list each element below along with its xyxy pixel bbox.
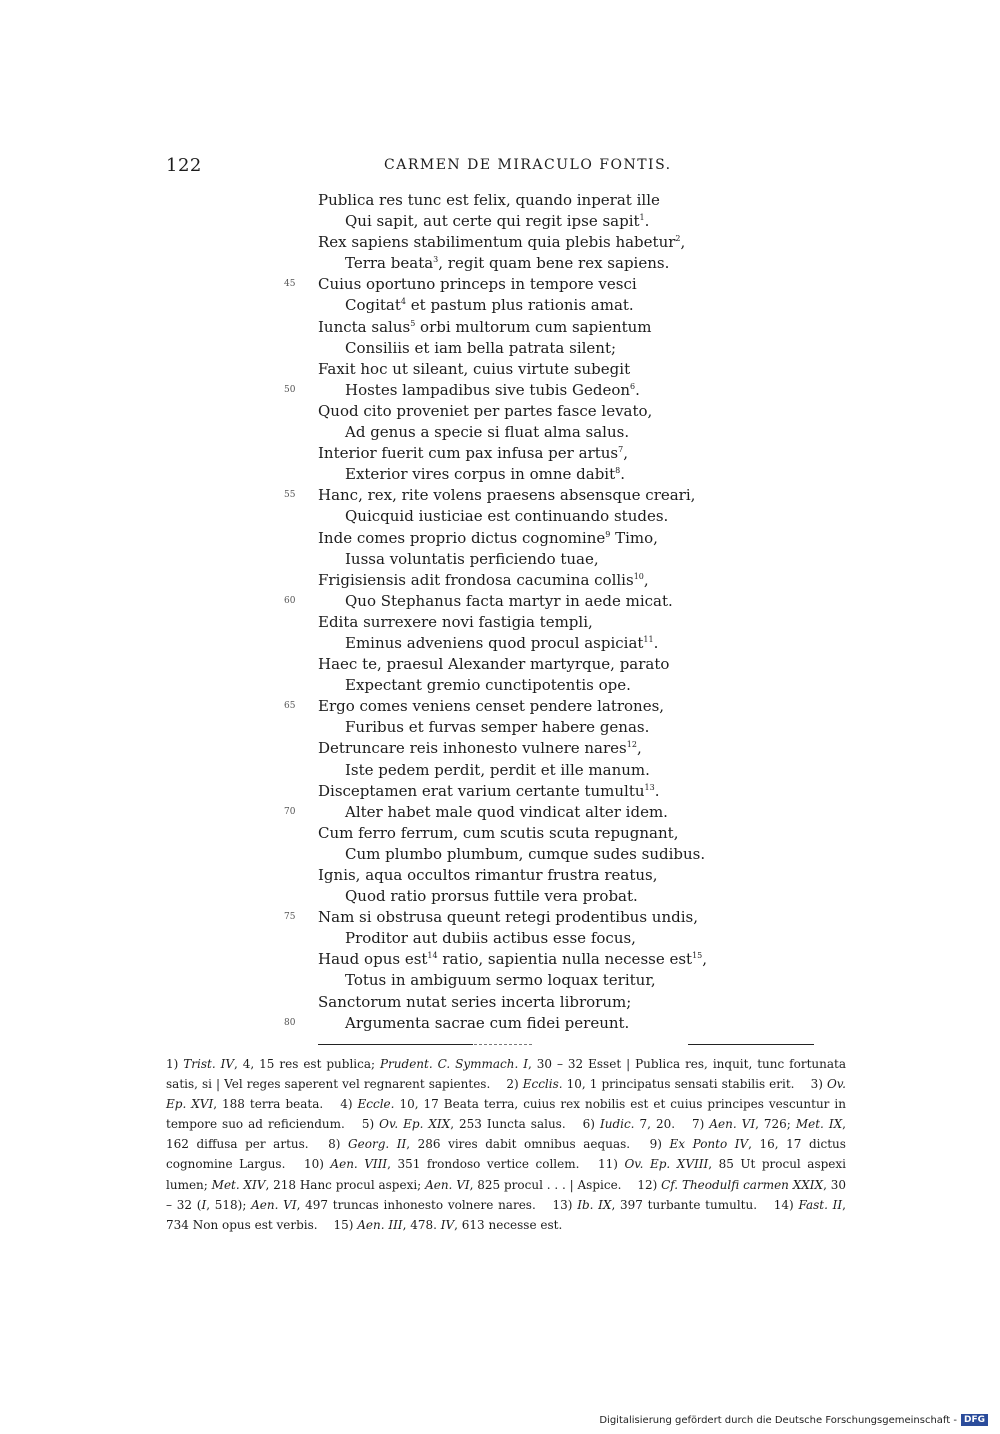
verse-body: Hostes lampadibus sive tubis Gedeon xyxy=(345,380,631,399)
verse-body: Nam si obstrusa queunt retegi prodentibus undis, xyxy=(318,908,698,927)
verse-line xyxy=(0,970,1000,991)
verse-tail: et pastum plus rationis amat. xyxy=(406,296,634,315)
verse-body: Cuius oportuno princeps in tempore vesci xyxy=(318,275,637,294)
verse-line xyxy=(0,464,1000,485)
footnote xyxy=(506,1077,794,1091)
verse-text xyxy=(345,760,650,781)
verse-body: Terra beata xyxy=(345,254,434,273)
footnote-text: , 16, 17 dictus cognomine Largus. xyxy=(166,1137,846,1172)
verse-body: Consiliis et iam bella patrata silent; xyxy=(345,338,617,357)
verse-line xyxy=(0,612,1000,633)
footnote-text: 15) xyxy=(333,1217,358,1232)
footnote-citation: Ov. Ep. XIX xyxy=(379,1117,451,1132)
verse-line xyxy=(0,359,1000,380)
verse-line xyxy=(0,190,1000,211)
verse-tail: ratio, sapientia nulla necesse est xyxy=(437,950,693,969)
footnote-text: 2) xyxy=(506,1077,523,1092)
footnote-text: 12) xyxy=(637,1177,662,1192)
verse-body: Exterior vires corpus in omne dabit xyxy=(345,465,616,484)
verse-tail: . xyxy=(654,781,660,800)
line-number: 65 xyxy=(284,701,296,712)
footnote-citation: Ib. IX xyxy=(577,1197,612,1212)
footnote-ref: 14 xyxy=(427,951,438,961)
footnote-text: 5) xyxy=(361,1117,380,1132)
verse-line xyxy=(0,886,1000,907)
verse-text xyxy=(345,844,705,865)
verse-body: Qui sapit, aut certe qui regit ipse sapit xyxy=(345,212,640,231)
verse-text xyxy=(345,549,599,570)
footnote-text: 10, 1 principatus sensati stabilis erit. xyxy=(562,1077,795,1092)
dfg-logo: DFG xyxy=(961,1414,988,1426)
footnote-text: , 30 – 32 Esset | Publica res, inquit, tunc fortunata satis, si | Vel reges saperent vel regnarent sapientes. xyxy=(166,1057,846,1092)
verse-line xyxy=(0,781,1000,802)
footnote-ref: 11 xyxy=(643,634,654,644)
footnote-text: , 30 – 32 ( xyxy=(166,1177,847,1212)
verse-text xyxy=(318,992,631,1013)
verse-text xyxy=(318,528,658,549)
credit-text: Digitalisierung gefördert durch die Deutsche Forschungsgemeinschaft - xyxy=(599,1414,957,1426)
footnote-text: 9) xyxy=(649,1137,670,1152)
verse-body: Quicquid iusticiae est continuando studes. xyxy=(345,507,669,526)
verse-line xyxy=(0,654,1000,675)
footnote-citation: I xyxy=(201,1197,207,1212)
verse-line xyxy=(0,274,1000,295)
line-number: 60 xyxy=(284,595,296,606)
footnote-citation: IV xyxy=(440,1217,455,1232)
verse-line xyxy=(0,317,1000,338)
verse-body: Disceptamen erat varium certante tumultu xyxy=(318,781,645,800)
footnote-ref: 5 xyxy=(410,318,416,328)
verse-text xyxy=(318,401,652,422)
verse-body: Sanctorum nutat series incerta librorum; xyxy=(318,992,632,1011)
verse-line xyxy=(0,760,1000,781)
verse-body: Iussa voluntatis perficiendo tuae, xyxy=(345,549,599,568)
footnote-citation: Iudic. xyxy=(599,1117,635,1132)
verse-line xyxy=(0,338,1000,359)
footnote-rule-right xyxy=(688,1044,814,1045)
verse-line xyxy=(0,675,1000,696)
footnote-rule xyxy=(318,1044,473,1045)
footnote-text: , 188 terra beata. xyxy=(213,1097,324,1112)
verse-line xyxy=(0,738,1000,759)
footnote-citation: Eccle. xyxy=(357,1097,395,1112)
footnote-text: 7) xyxy=(692,1117,710,1132)
verse-tail: , xyxy=(643,570,649,589)
footnote xyxy=(583,1117,675,1131)
verse-body: Iuncta salus xyxy=(318,317,411,336)
footnote-text: 13) xyxy=(552,1197,578,1212)
verse-text xyxy=(318,696,664,717)
verse-body: Ergo comes veniens censet pendere latrones, xyxy=(318,697,665,716)
footnote-ref: 2 xyxy=(675,234,681,244)
footnote-citation: Aen. VI xyxy=(251,1197,297,1212)
footnote-text: , 162 diffusa per artus. xyxy=(166,1117,846,1152)
footnote-text: , 286 vires dabit omnibus aequas. xyxy=(406,1137,631,1152)
verse-tail: , xyxy=(623,444,628,463)
line-number: 50 xyxy=(284,384,296,395)
verse-text xyxy=(345,506,668,527)
footnote-text: , 478. xyxy=(402,1217,441,1232)
footnote xyxy=(333,1218,562,1232)
verse-text xyxy=(318,612,593,633)
verse-body: Faxit hoc ut sileant, cuius virtute subegit xyxy=(318,359,631,378)
verse-text xyxy=(345,422,629,443)
footnote-citation: Met. IX xyxy=(795,1117,843,1132)
footnote-citation: Ov. Ep. XVIII xyxy=(624,1157,709,1172)
verse-body: Edita surrexere novi fastigia templi, xyxy=(318,612,593,631)
footnote-text: 4) xyxy=(340,1097,358,1112)
verse-text xyxy=(318,738,642,759)
footnote-citation: Trist. IV xyxy=(183,1057,234,1071)
line-number: 70 xyxy=(284,806,296,817)
verse-line xyxy=(0,253,1000,274)
verse-body: Inde comes proprio dictus cognomine xyxy=(318,528,606,547)
footnote-citation: Georg. II xyxy=(348,1137,407,1152)
footnote-ref: 6 xyxy=(630,381,636,391)
footnote-text: , 497 truncas inhonesto volnere nares. xyxy=(296,1197,536,1212)
running-head: CARMEN DE MIRACULO FONTIS. xyxy=(384,157,672,173)
verse-body: Interior fuerit cum pax infusa per artus xyxy=(318,444,619,463)
verse-text xyxy=(318,317,652,338)
footnote xyxy=(304,1157,580,1171)
footnote-text: , 825 procul . . . | Aspice. xyxy=(469,1177,622,1192)
footnote-text: 6) xyxy=(582,1117,600,1132)
footnote-text: , 253 Iuncta salus. xyxy=(450,1117,566,1132)
verse-line xyxy=(0,591,1000,612)
footnote-ref: 10 xyxy=(633,571,644,581)
footnote-text: , 726; xyxy=(755,1117,796,1132)
footnote-text: , 518); xyxy=(206,1197,252,1212)
footnote-text: , 351 frondoso vertice collem. xyxy=(387,1157,580,1172)
verse-line xyxy=(0,570,1000,591)
verse-body: Alter habet male quod vindicat alter idem. xyxy=(345,802,668,821)
verse-line xyxy=(0,211,1000,232)
verse-text xyxy=(318,359,630,380)
poem xyxy=(0,190,1000,1034)
footnote-text: , 613 necesse est. xyxy=(454,1217,563,1232)
footnote-ref: 4 xyxy=(400,297,406,307)
verse-line xyxy=(0,380,1000,401)
footnote-text: 14) xyxy=(773,1197,799,1212)
footnote-citation: Fast. II xyxy=(798,1197,843,1212)
verse-line xyxy=(0,401,1000,422)
digitization-credit xyxy=(599,1414,988,1426)
footnote-text: , 4, 15 res est publica; xyxy=(234,1057,380,1071)
verse-text xyxy=(345,675,631,696)
verse-line xyxy=(0,295,1000,316)
verse-text xyxy=(345,1013,629,1034)
footnote-citation: Prudent. C. Symmach. I xyxy=(379,1057,528,1071)
footnote-text: 7, 20. xyxy=(634,1117,676,1132)
footnote-citation: Ov. Ep. XVI xyxy=(166,1077,846,1112)
verse-body: Cum plumbo plumbum, cumque sudes sudibus. xyxy=(345,844,706,863)
line-number: 55 xyxy=(284,490,296,501)
footnote-text: , 218 Hanc procul aspexi; xyxy=(265,1177,426,1192)
verse-line xyxy=(0,717,1000,738)
footnote-citation: Ecclis. xyxy=(522,1077,563,1092)
verse-text xyxy=(318,232,685,253)
page-number: 122 xyxy=(166,155,202,176)
verse-line xyxy=(0,802,1000,823)
footnote-citation: Ex Ponto IV xyxy=(669,1137,749,1152)
verse-text xyxy=(345,970,656,991)
footnote-text: 10) xyxy=(303,1157,331,1172)
verse-body: Rex sapiens stabilimentum quia plebis habetur xyxy=(318,233,676,252)
verse-line xyxy=(0,485,1000,506)
verse-tail: . xyxy=(620,465,625,484)
verse-tail: . xyxy=(653,633,659,652)
verse-body: Haec te, praesul Alexander martyrque, parato xyxy=(318,655,670,674)
verse-line xyxy=(0,1013,1000,1034)
line-number: 45 xyxy=(284,279,296,290)
verse-line xyxy=(0,696,1000,717)
footnote-ref: 12 xyxy=(626,740,637,750)
verse-text xyxy=(345,464,625,485)
footnote-ref: 13 xyxy=(644,782,655,792)
verse-text xyxy=(345,253,669,274)
verse-body: Haud opus est xyxy=(318,950,428,969)
verse-body: Frigisiensis adit frondosa cacumina collis xyxy=(318,570,634,589)
footnote-citation: Aen. VIII xyxy=(330,1157,388,1172)
verse-line xyxy=(0,844,1000,865)
verse-tail: . xyxy=(635,380,640,399)
verse-body: Hanc, rex, rite volens praesens absensque creari, xyxy=(318,486,696,505)
footnote-rule-dashed xyxy=(474,1044,532,1045)
verse-text xyxy=(318,823,678,844)
footnote-ref: 9 xyxy=(605,529,611,539)
verse-text xyxy=(345,633,658,654)
footnote-text: , 397 turbante tumultu. xyxy=(611,1197,758,1212)
verse-body: Publica res tunc est felix, quando inperat ille xyxy=(318,191,660,209)
verse-line xyxy=(0,549,1000,570)
verse-text xyxy=(345,886,638,907)
footnote xyxy=(362,1117,566,1131)
verse-body: Quod cito proveniet per partes fasce levato, xyxy=(318,401,653,420)
footnote-ref: 3 xyxy=(433,255,439,265)
verse-body: Furibus et furvas semper habere genas. xyxy=(345,718,650,737)
footnote-ref: 8 xyxy=(615,466,621,476)
footnote-text: 1) xyxy=(166,1057,184,1071)
footnote-citation: Aen. VI xyxy=(709,1117,756,1132)
verse-tail: . xyxy=(644,212,650,231)
verse-body: Detruncare reis inhonesto vulnere nares xyxy=(318,739,627,758)
verse-text xyxy=(318,781,660,802)
verse-text xyxy=(345,717,649,738)
verse-text xyxy=(345,295,634,316)
verse-body: Eminus adveniens quod procul aspiciat xyxy=(345,633,644,652)
footnote-text: 3) xyxy=(810,1077,827,1092)
verse-line xyxy=(0,928,1000,949)
verse-line xyxy=(0,506,1000,527)
verse-body: Expectant gremio cunctipotentis ope. xyxy=(345,676,631,695)
footnotes xyxy=(166,1054,846,1235)
verse-text xyxy=(345,211,649,232)
footnote-text: 8) xyxy=(328,1137,349,1152)
verse-body: Proditor aut dubiis actibus esse focus, xyxy=(345,929,636,948)
verse-body: Ad genus a specie si fluat alma salus. xyxy=(345,423,630,442)
verse-text xyxy=(345,380,640,401)
verse-text xyxy=(318,190,660,211)
verse-text xyxy=(318,485,695,506)
verse-tail: Timo, xyxy=(610,528,658,547)
verse-text xyxy=(318,949,707,970)
verse-text xyxy=(318,865,658,886)
footnote-ref: 7 xyxy=(618,445,624,455)
verse-tail: , xyxy=(636,739,642,758)
verse-line xyxy=(0,823,1000,844)
verse-text xyxy=(345,802,668,823)
verse-text xyxy=(345,928,636,949)
verse-line xyxy=(0,232,1000,253)
footnote xyxy=(553,1198,758,1212)
verse-text xyxy=(318,443,628,464)
verse-tail: orbi multorum cum sapientum xyxy=(415,317,652,336)
verse-line xyxy=(0,907,1000,928)
footnote-citation: Aen. III xyxy=(357,1217,403,1232)
verse-text xyxy=(345,338,616,359)
footnote-text: , 734 Non opus est verbis. xyxy=(166,1197,846,1232)
verse-line xyxy=(0,865,1000,886)
footnote-ref: 15 xyxy=(692,951,703,961)
verse-body: Cum ferro ferrum, cum scutis scuta repugnant, xyxy=(318,823,679,842)
verse-body: Quod ratio prorsus futtile vera probat. xyxy=(345,887,638,906)
verse-body: Totus in ambiguum sermo loquax teritur, xyxy=(345,971,656,990)
verse-line xyxy=(0,528,1000,549)
verse-tail: , xyxy=(702,950,708,969)
verse-text xyxy=(318,274,637,295)
footnote-text: , 85 Ut procul aspexi lumen; xyxy=(166,1157,846,1192)
verse-line xyxy=(0,443,1000,464)
line-number: 75 xyxy=(284,912,296,923)
footnote-citation: Cf. Theodulfi carmen XXIX xyxy=(661,1177,824,1192)
verse-body: Cogitat xyxy=(345,296,401,315)
footnote-citation: Met. XIV xyxy=(211,1177,266,1192)
verse-line xyxy=(0,422,1000,443)
footnote-text: 11) xyxy=(597,1157,625,1172)
verse-tail: , xyxy=(680,233,686,252)
verse-line xyxy=(0,633,1000,654)
footnote xyxy=(328,1137,630,1151)
verse-body: Iste pedem perdit, perdit et ille manum. xyxy=(345,760,650,779)
verse-text xyxy=(318,654,669,675)
verse-text xyxy=(318,570,649,591)
verse-body: Argumenta sacrae cum fidei pereunt. xyxy=(345,1013,630,1032)
verse-body: Ignis, aqua occultos rimantur frustra reatus, xyxy=(318,866,658,884)
line-number: 80 xyxy=(284,1017,296,1028)
verse-text xyxy=(345,591,673,612)
verse-line xyxy=(0,992,1000,1013)
footnote-text: 10, 17 Beata terra, cuius rex nobilis est et cuius principes vescuntur in tempore suo ad reficiendum. xyxy=(166,1097,846,1132)
verse-line xyxy=(0,949,1000,970)
footnote-citation: Aen. VI xyxy=(425,1177,470,1192)
verse-tail: , regit quam bene rex sapiens. xyxy=(438,254,670,273)
verse-text xyxy=(318,907,698,928)
footnote-ref: 1 xyxy=(639,213,645,223)
verse-body: Quo Stephanus facta martyr in aede micat. xyxy=(345,591,673,610)
